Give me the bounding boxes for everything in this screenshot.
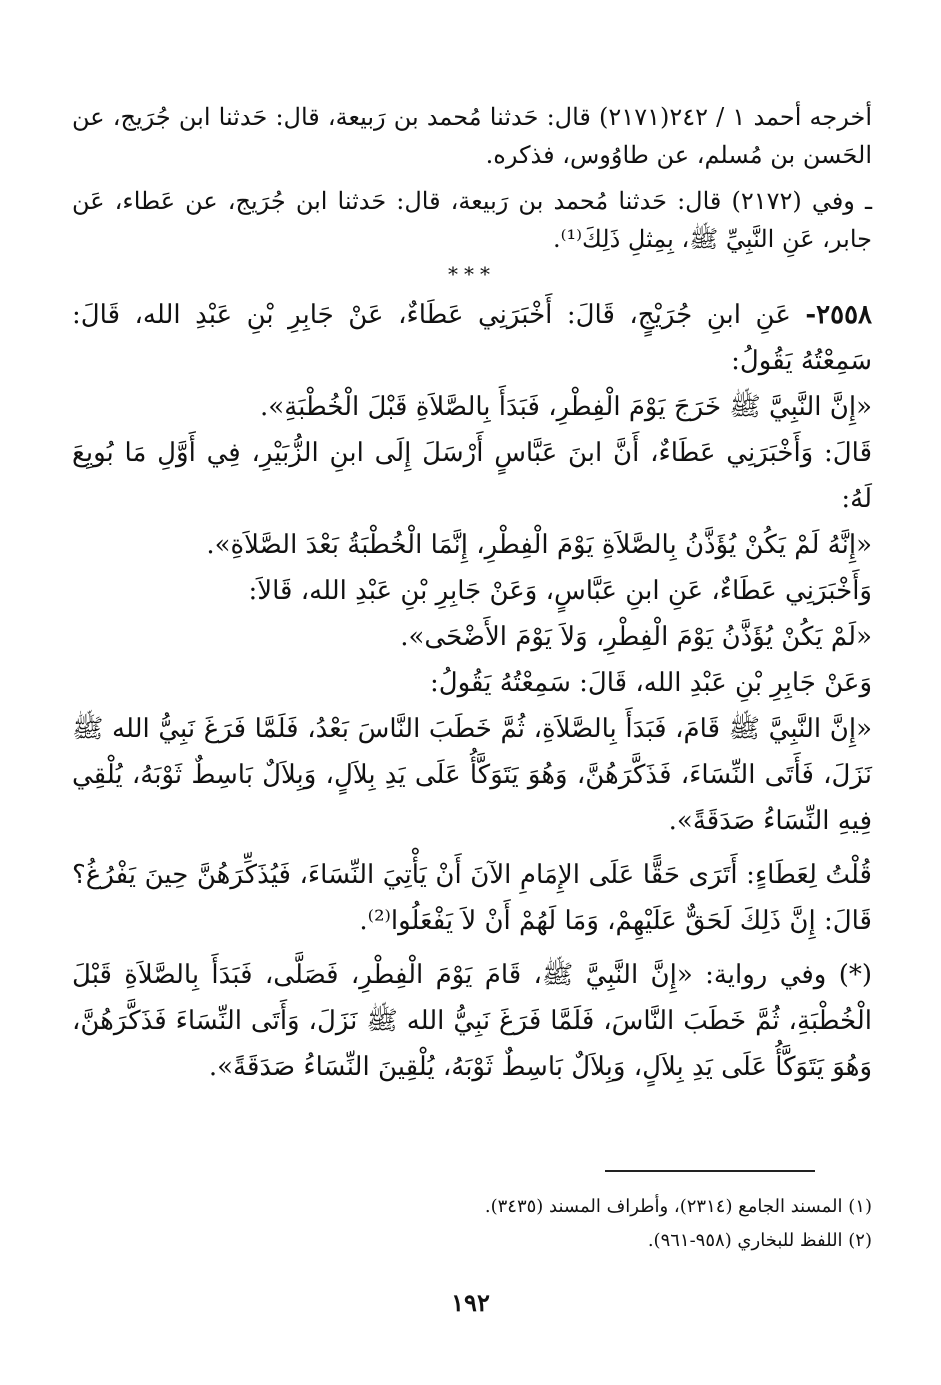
takhrij-section — [72, 98, 872, 258]
footnotes — [72, 1190, 872, 1258]
hadith-line: وَأَخْبَرَنِي عَطَاءٌ، عَنِ ابنِ عَبَّاسٍ، وَعَنْ جَابِرِ بْنِ عَبْدِ الله، قَالاَ: — [248, 576, 872, 606]
main-text — [72, 98, 872, 1090]
footnote-2: (٢) اللفظ للبخاري (٩٥٨-٩٦١). — [647, 1230, 872, 1251]
hadith-line: قَالَ: وَأَخْبَرَنِي عَطَاءٌ، أَنَّ ابنَ عَبَّاسٍ أَرْسَلَ إِلَى ابنِ الزُّبَيْرِ، فِي أَوَّلِ مَا بُويِعَ لَهُ: — [72, 438, 872, 514]
hadith-number: ٢٥٥٨- — [805, 300, 872, 330]
hadith-variant-narration: (*) وفي رواية: «إِنَّ النَّبِيَّ ﷺ، قَامَ يَوْمَ الْفِطْرِ، فَصَلَّى، فَبَدَأَ بِالصَّلاَةِ قَبْلَ الْخُطْبَةِ، ثُمَّ خَطَبَ النَّاسَ، فَلَمَّا فَرَغَ نَبِيُّ الله ﷺ نَزَلَ، وَأَتَى النِّسَاءَ فَذَكَّرَهُنَّ، وَهُوَ يَتَوَكَّأُ عَلَى يَدِ بِلاَلٍ، وَبِلاَلٌ بَاسِطٌ ثَوْبَهُ، يُلْقِينَ النِّسَاءُ صَدَقَةً». — [72, 960, 872, 1082]
hadith-line: «إِنَّهُ لَمْ يَكُنْ يُؤَذَّنُ بِالصَّلاَةِ يَوْمَ الْفِطْرِ، إِنَّمَا الْخُطْبَةُ بَعْدَ الصَّلاَةِ». — [206, 530, 872, 560]
section-separator: *** — [448, 262, 496, 286]
hadith-line: قُلْتُ لِعَطَاءٍ: أَتَرَى حَقًّا عَلَى الإِمَامِ الآنَ أَنْ يَأْتِيَ النِّسَاءَ، فَيُذَكِّرَهُنَّ حِينَ يَفْرُغُ؟ قَالَ: إِنَّ ذَلِكَ لَحَقٌّ عَلَيْهِمْ، وَمَا لَهُمْ أَنْ لاَ يَفْعَلُوا⁽²⁾. — [72, 860, 872, 936]
hadith-line: «إِنَّ النَّبِيَّ ﷺ خَرَجَ يَوْمَ الْفِطْرِ، فَبَدَأَ بِالصَّلاَةِ قَبْلَ الْخُطْبَةِ». — [260, 392, 872, 422]
hadith-line: «إِنَّ النَّبِيَّ ﷺ قَامَ، فَبَدَأَ بِالصَّلاَةِ، ثُمَّ خَطَبَ النَّاسَ بَعْدُ، فَلَمَّا فَرَغَ نَبِيُّ الله ﷺ نَزَلَ، فَأَتَى النِّسَاءَ، فَذَكَّرَهُنَّ، وَهُوَ يَتَوَكَّأُ عَلَى يَدِ بِلاَلٍ، وَبِلاَلٌ بَاسِطٌ ثَوْبَهُ، يُلْقِي فِيهِ النِّسَاءُ صَدَقَةً». — [72, 714, 872, 836]
hadith-line: عَنِ ابنِ جُرَيْجٍ، قَالَ: أَخْبَرَنِي عَطَاءٌ، عَنْ جَابِرِ بْنِ عَبْدِ الله، قَالَ: سَمِعْتُهُ يَقُولُ: — [72, 300, 872, 376]
takhrij-paragraph-2: ـ وفي (٢١٧٢) قال: حَدثنا مُحمد بن رَبيعة، قال: حَدثنا ابن جُرَيج، عن عَطاء، عَن جابر، عَنِ النَّبِيِّ ﷺ، بِمِثلِ ذَلِكَ⁽¹⁾. — [72, 187, 872, 253]
hadith-opening — [72, 292, 872, 384]
hadith-line: وَعَنْ جَابِرِ بْنِ عَبْدِ الله، قَالَ: سَمِعْتُهُ يَقُولُ: — [429, 668, 872, 698]
hadith-line: «لَمْ يَكُنْ يُؤَذَّنُ يَوْمَ الْفِطْرِ، وَلاَ يَوْمَ الأَضْحَى». — [400, 622, 872, 652]
page-number: ١٩٢ — [451, 1288, 490, 1317]
takhrij-paragraph-1: أخرجه أحمد ١ / ٢٤٢(٢١٧١) قال: حَدثنا مُحمد بن رَبيعة، قال: حَدثنا ابن جُرَيج، عن الحَسن بن مُسلم، عن طاوُوس، فذكره. — [72, 103, 873, 169]
footnote-divider — [605, 1170, 815, 1172]
hadith-2558 — [72, 292, 872, 1090]
footnote-1: (١) المسند الجامع (٢٣١٤)، وأطراف المسند (٣٤٣٥). — [484, 1196, 872, 1217]
